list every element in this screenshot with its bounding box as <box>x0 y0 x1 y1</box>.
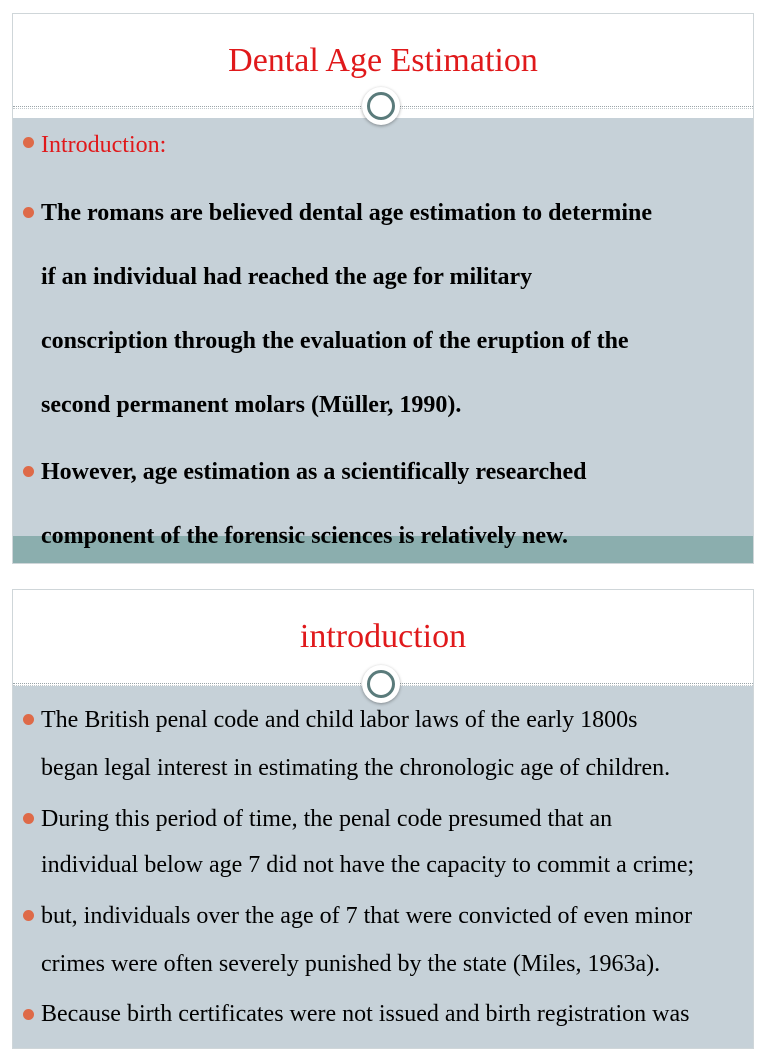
paragraph-line: if an individual had reached the age for military <box>41 264 533 290</box>
paragraph-line: The romans are believed dental age estimation to determine <box>41 200 653 226</box>
paragraph-line: component of the forensic sciences is relatively new. <box>41 523 569 549</box>
paragraph-line: The British penal code and child labor laws of the early 1800s <box>41 707 638 733</box>
paragraph-line: began legal interest in estimating the chronologic age of children. <box>41 755 671 781</box>
paragraph-line: During this period of time, the penal code presumed that an <box>41 806 613 832</box>
paragraph-line: second permanent molars (Müller, 1990). <box>41 392 462 418</box>
bullet-icon <box>23 207 34 218</box>
slide-title: Dental Age Estimation <box>228 42 538 79</box>
slide-introduction <box>12 589 754 1049</box>
bullet-icon <box>23 813 34 824</box>
paragraph-line: However, age estimation as a scientifically researched <box>41 459 587 485</box>
ring-ornament-icon <box>362 87 400 125</box>
bullet-icon <box>23 1009 34 1020</box>
slide-title: introduction <box>299 618 467 655</box>
intro-label: Introduction: <box>41 132 167 158</box>
slide-dental-age-estimation <box>12 13 754 564</box>
paragraph-line: crimes were often severely punished by the state (Miles, 1963a). <box>41 951 661 977</box>
ring-ornament-icon <box>362 665 400 703</box>
bullet-icon <box>23 910 34 921</box>
paragraph-line: Because birth certificates were not issued and birth registration was <box>41 1001 690 1027</box>
paragraph-line: but, individuals over the age of 7 that were convicted of even minor <box>41 903 693 929</box>
bullet-icon <box>23 466 34 477</box>
bullet-icon <box>23 137 34 148</box>
paragraph-line: conscription through the evaluation of the eruption of the <box>41 328 629 354</box>
paragraph-line: individual below age 7 did not have the capacity to commit a crime; <box>41 852 695 878</box>
bullet-icon <box>23 714 34 725</box>
